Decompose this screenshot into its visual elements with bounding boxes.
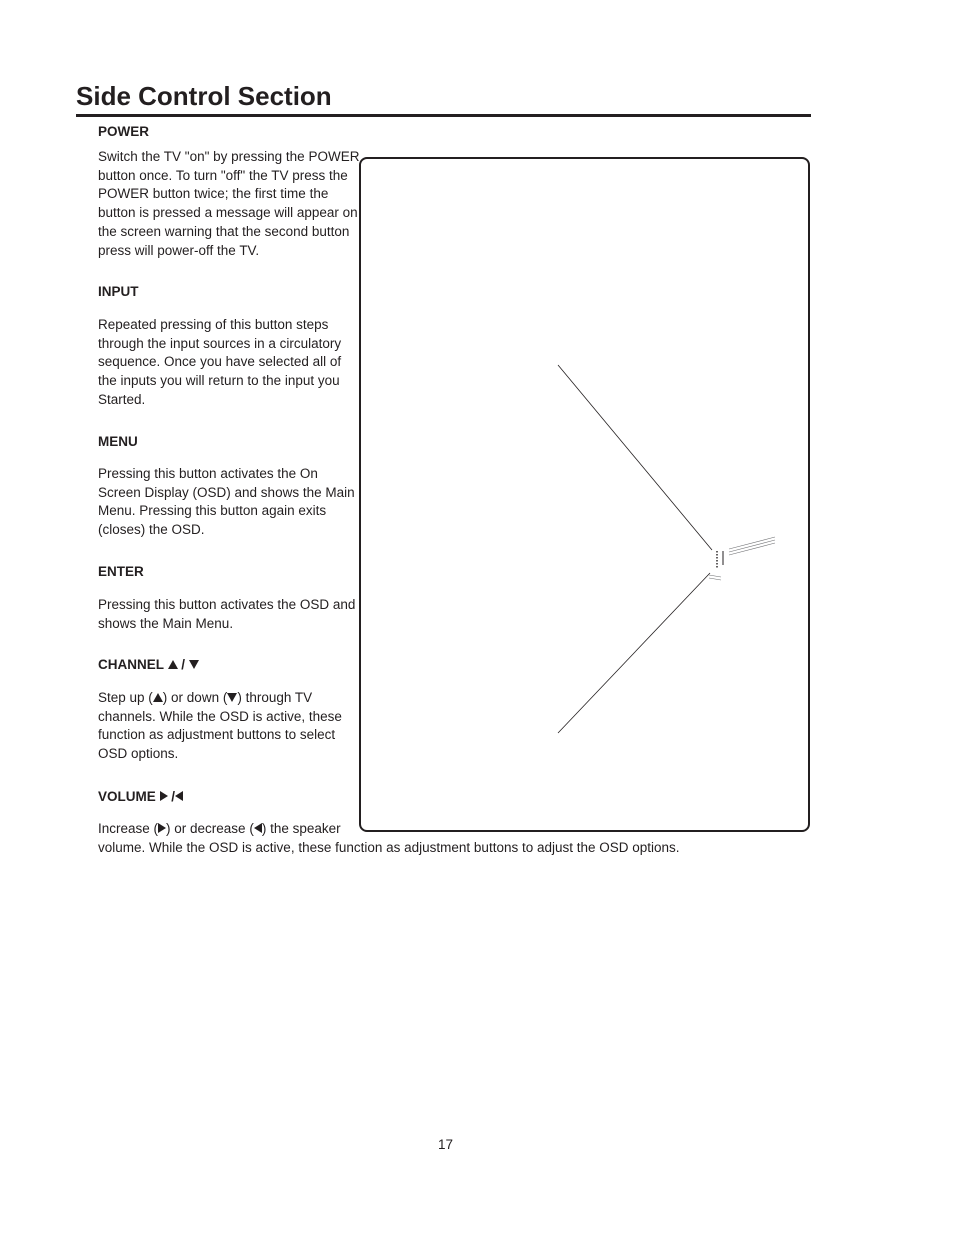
heading-input: INPUT	[98, 284, 139, 299]
text-menu: Pressing this button activates the On Screen Display (OSD) and shows the Main Menu. Pressing this button again exits (closes) the OSD.	[98, 466, 355, 538]
title-rule	[76, 114, 811, 117]
heading-power: POWER	[98, 124, 150, 139]
text-volume-a: Increase (	[98, 821, 159, 836]
triangle-down-icon	[227, 693, 237, 702]
triangle-up-icon	[168, 660, 178, 669]
text-enter: Pressing this button activates the OSD and shows the Main Menu.	[98, 597, 356, 631]
text-channel-b: ) or down (	[162, 690, 228, 705]
heading-channel-label: CHANNEL	[98, 657, 164, 672]
side-control-diagram	[359, 157, 810, 832]
heading-menu: MENU	[98, 434, 138, 449]
heading-volume	[98, 789, 183, 804]
text-volume-d: volume. While the OSD is active, these function as adjustment buttons to adjust the OSD options.	[98, 839, 680, 855]
heading-enter: ENTER	[98, 564, 144, 579]
text-channel-c: ) through TV channels. While the OSD is active, these function as adjustment buttons to select OSD options.	[98, 690, 342, 762]
triangle-left-icon	[254, 823, 262, 833]
heading-channel-sep: /	[177, 657, 189, 672]
triangle-down-icon	[189, 660, 199, 669]
text-power: Switch the TV "on" by pressing the POWER button once. To turn "off" the TV press the POWER button twice; the first time the button is pressed a message will appear on the screen warning that the second button press will power-off the TV.	[98, 149, 360, 258]
page-title: Side Control Section	[76, 81, 332, 111]
heading-volume-label: VOLUME	[98, 789, 156, 804]
text-channel	[98, 689, 360, 764]
lower-callout-line	[558, 573, 710, 733]
text-input: Repeated pressing of this button steps through the input sources in a circulatory sequence. Once you have selected all of the inputs you will return to the input you Started.	[98, 317, 342, 407]
text-volume-line1	[98, 820, 360, 839]
text-volume-b: ) or decrease (	[166, 821, 254, 836]
tv-side-edge	[709, 537, 775, 580]
side-control-illustration	[361, 159, 808, 830]
triangle-up-icon	[153, 693, 163, 702]
heading-volume-sep: /	[167, 789, 176, 804]
triangle-right-icon	[160, 791, 168, 801]
text-channel-a: Step up (	[98, 690, 153, 705]
triangle-right-icon	[158, 823, 166, 833]
upper-callout-line	[558, 365, 712, 550]
heading-channel	[98, 657, 199, 672]
text-volume-c: ) the speaker	[261, 821, 341, 836]
triangle-left-icon	[175, 791, 183, 801]
page-number: 17	[438, 1137, 454, 1152]
